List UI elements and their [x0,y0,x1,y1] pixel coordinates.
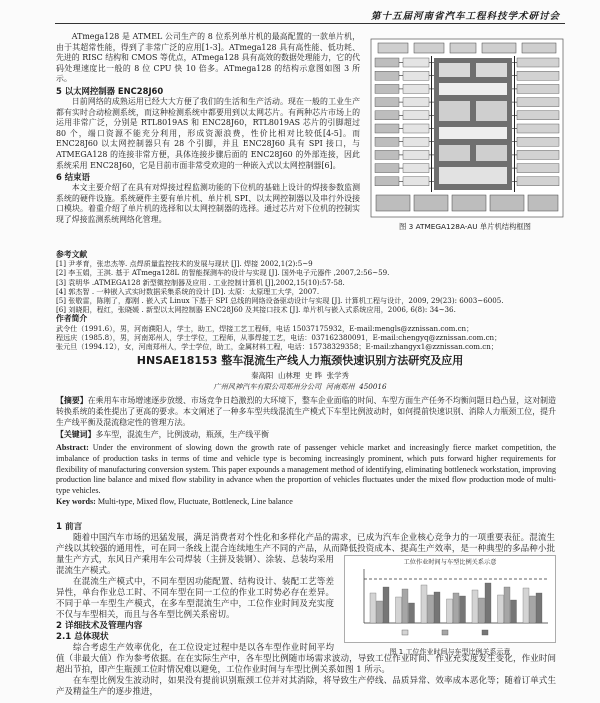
peripheral-block [517,177,559,186]
article-affiliation: 广州风神汽车有限公司郑州分公司 河南郑州 450016 [213,382,387,391]
header-rule [55,23,565,24]
chart-bar [530,596,536,623]
chart-bar [453,593,459,623]
chart-bar [434,592,440,623]
author-bio: 张元旦（1994.12），女，河南郑州人，学士学位，助工，金属材料工程，电话：15738329358；E-mail:zhangyx1@zznissan.com.cn； [56,342,498,352]
bottom-port-block [414,195,448,211]
chart-title: 工位作业时间与车型比例关系示意 [403,559,497,566]
chart-bar [396,597,402,623]
keywords-en-text: Multi-type, Mixed flow, Fluctuate, Bottleneck, Line balance [97,496,293,506]
workstation-time-chart [344,555,556,643]
port-driver-block [403,84,429,93]
chart-bar [377,601,383,623]
port-pin-block [375,84,399,93]
article-authors: 秦高阳 山林理 史 晔 张学秀 [251,371,349,380]
legend-swatch [402,630,408,635]
bottom-port-block [528,195,558,211]
reference-item: [5] 张敬雷，陈刚了，鄢刚 . 嵌入式 Linux 下基于 SPI 总线的网络设备驱动设计与实现 [J]. 计算机工程与设计，2009, 29(23): 6003~6005. [56,296,504,306]
eeprom-block [439,167,507,184]
chinese-abstract [56,395,556,442]
peripheral-block [517,150,559,159]
section1-heading: 1 前言 [56,522,83,532]
port-driver-block [403,177,429,186]
author-bio: 程远庆（1985.8），男，河南郑州人，学士学位，工程师，从事焊接工艺，电话：037162380091，E-mail:chengyq@zznissan.com.cn； [56,332,502,342]
abstract-en-paragraph [56,443,556,497]
port-pin-block [375,71,399,80]
reference-item: [4] 郭杰智 . 一种嵌入式实时数据采集系统的设计 [D]. 太原：太原理工大学，2007. [56,286,320,296]
peripheral-block [517,84,559,93]
peripheral-block [517,111,559,120]
peripheral-block [517,58,559,67]
figure1 [344,555,556,654]
chart-bar [409,603,415,623]
port-pin-block [375,98,399,107]
atmega-paragraph: ATmega128 是 ATMEL 公司生产的 8 位系列单片机的最高配置的一款单片机，由于其超常性能，得到了非常广泛的应用[1-3]。ATmega128 具有高性能、低功耗、先进的 RISC 结构和 CMOS 等优点，ATmega128 具有高效的数据处理能力，它的代码处理速度比一般的 8 位 CPU 快 10 倍多。ATmega128 的结构示意图如图 3 所示。 [56,32,360,84]
sram-block [476,101,507,121]
port-driver-block [403,137,429,146]
reference-item: [6] 刘晓阳，程红，张晓媛 . 新型以太网控制器 ENC28J60 及其接口技术 [J]. 单片机与嵌入式系统应用，2006, 6(8): 34~36. [56,305,456,315]
chart-bar [428,595,434,623]
section1-paragraph: 随着中国汽车市场的迅猛发展，满足消费者对个性化和多样化产品的需求，已成为汽车企业核心竞争力的一项重要表征。混流生产线以其较强的通用性，可在同一条线上混合连续地生产不同的产品，从而降低投资成本、提高生产效率，是一种典型的多品种小批量生产方式，东风日产乘用车公司焊装（主拼及装钢）、涂装、总装均采用混流生产模式。 [56,533,555,576]
mcu-block-diagram [370,38,564,218]
keywords-cn-paragraph [56,429,556,440]
figure1-caption: 图 1 工位作业时间与车型比例关系示意 [389,648,511,656]
peripheral-block [517,137,559,146]
float-spacer [555,522,556,555]
section6-heading: 6 结束语 [56,172,90,183]
keywords-en-paragraph [56,497,556,508]
bottom-port-block [376,195,410,211]
port-pin-block [375,150,399,159]
keywords-en-label: Key words: [56,496,96,506]
keywords-cn-text: 多车型，混流生产，比例波动，瓶颈，生产线平衡 [95,429,270,439]
chart-bar [383,587,389,623]
references-section [56,250,556,353]
register-file-block [439,127,507,139]
chart-bar [479,598,485,623]
section21-paragraph: 在车型比例发生波动时，如果没有提前识别瓶颈工位并对其消除，将导致生产停线、品质异常、效率成本恶化等；随着订单式生产及精益生产的逐步推进， [56,676,556,697]
port-pin-block [375,177,399,186]
chart-bar [485,583,491,623]
abstract-en-label: Abstract: [56,443,89,452]
chart-bar [504,587,510,623]
bottom-port-block [490,195,524,211]
port-pin-block [375,58,399,67]
top-block [482,43,516,53]
port-pin-block [375,137,399,146]
running-header: 第十五届河南省汽车工程科技学术研讨会 [370,11,560,22]
port-driver-block [403,150,429,159]
peripheral-block [517,98,559,107]
keywords-cn-label: 【关键词】 [56,429,96,439]
top-block [378,43,408,53]
port-pin-block [375,124,399,133]
section1-paragraph: 在混流生产模式中，不同车型因功能配置、结构设计、装配工艺等差异性，单台作业总工时、不同车型在同一工位的作业工时势必存在差异。不同于单一车型生产模式，在多车型混流生产中，工位作业时间及充实度不仅与车型相关，而且与各车型比例关系密切。 [56,577,334,620]
stack-pointer-block [476,63,507,77]
top-block [414,43,444,53]
status-register-block [476,145,507,161]
alu-block [439,145,470,161]
references-heading: 参考文献 [56,250,88,259]
port-pin-block [375,111,399,120]
port-driver-block [403,58,429,67]
program-counter-block [439,63,470,77]
section21-paragraph: 综合考虑生产效率优化，在工位设定过程中是以各车型作业时间平均值（非最大值）作为参考依据。在在实际生产中，各车型比例随市场需求波动，导致工位作业时间、作业充实度发生变化，作业时间超出节拍，即产生瓶颈工位时情况难以避免，工位作业时间与车型比例关系如图 1 所示。 [56,643,556,675]
reference-item: [1] 尹孝育，张忠杰等. 点焊质量监控技术的发展与现状 [J]. 焊接 2002,1(2):5~9 [56,259,313,269]
reference-item: [3] 袁明华 .ATMEGA128 新型微控制器及应用 . 工业控制计算机 [J],2002,15(10):57-58. [56,277,345,287]
section6-paragraph: 本文主要介绍了在具有对焊接过程监测功能的下位机的基础上设计的焊接参数监测系统的硬件设施。系统硬件主要有单片机、单片机 SPI、以太网控制器以及串行外设接口模块。着重介绍了单片机的选择和以太网控制器的选择。通过芯片对下位机的控制实现了焊接监测系统网络化管理。 [56,183,360,224]
port-pin-block [375,164,399,173]
legend-swatch [482,630,488,635]
top-block [450,43,476,53]
author-bio: 武令仕（1991.6），男，河南濮阳人，学士，助工，焊接工艺工程师，电话 15037175932，E-mail:mengls@zznissan.com.cn； [56,323,474,333]
article-title: HNSAE18153 整车混流生产线人力瓶颈快速识别方法研究及应用 [136,354,464,367]
english-abstract [56,443,556,521]
chart-bar [472,590,478,623]
section21-heading: 2.1 总体现状 [56,632,109,642]
chart-bar [536,593,542,623]
instruction-register-block [439,101,470,121]
chart-bar [460,596,466,623]
port-driver-block [403,98,429,107]
flash-memory-block [439,83,507,95]
port-driver-block [403,164,429,173]
abstract-cn-label: 【摘要】 [56,396,88,405]
figure3 [370,38,564,218]
port-driver-block [403,124,429,133]
section2-heading: 2 详细技术及管理内容 [56,621,143,631]
abstract-en-text: Under the environment of slowing down the growth rate of passenger vehicle market and increasingly fierce market competition, the imbalance of production tasks in terms of time and vehicle type is becoming increasingly prominent, which puts forward higher requirements for flexibility of manufacturing conversion system. This paper expounds a management method of identifying, eliminating bottleneck workstation, improving production line balance and mixed flow stability in advance when the proportion of vehicles fluctuates under the mixed flow production mode of multi-type vehicles. [56,443,556,496]
bottom-port-block [452,195,486,211]
port-driver-block [403,71,429,80]
chart-bar [523,588,529,623]
section5-heading: 5 以太网控制器 ENC28J60 [56,85,164,96]
chart-bar [370,593,376,623]
figure3-caption: 图 3 ATMEGA128A-AU 单片机结构框图 [399,222,531,231]
author-bio-heading: 作者简介 [56,314,88,324]
chart-bar [511,600,517,623]
legend-swatch [442,630,448,635]
section5-paragraph: 日前网络的成熟运用已经大大方便了我们的生活和生产活动。现在一般的工业生产都有实时合动检测系统，而这种检测系统中都要用到以太网芯片。有两种芯片市场上的运用非常广泛，分别是 RTL8019AS 和 ENC28J60，RTL8019AS 芯片的引脚超过 80 个，端口资源不能充分利用，形成资源浪费，性价比相对比较低[4-5]。而 ENC28J60 以太网控制器只有 28 个引脚，并且 ENC28J60 具有 SPI 接口，与 ATMEGA128 的连接非常方便，具体连接步骤后面的 ENC28J60 的外部连接，因此系统采用 ENC28J60，它是目前市面非常受欢迎的一种嵌入式以太网控制器[6]。 [56,96,360,170]
reference-item: [2] 李玉娟，王淇. 基于 ATmega128L 的智能探测车的设计与实现 [J]. 国外电子元器件 ,2007,2:56~59. [56,268,390,278]
chart-bar [447,599,453,623]
port-driver-block [403,111,429,120]
chart-bar [402,589,408,623]
peripheral-block [517,124,559,133]
abstract-cn-paragraph [56,395,556,429]
chart-bar [498,595,504,623]
top-block [522,43,556,53]
article-body [56,522,556,703]
peripheral-block [517,71,559,80]
previous-article-column [56,32,360,248]
chart-bar [421,585,427,623]
abstract-cn-text: 在乘用车市场增速逐步放缓、市场竞争日趋激烈的大环境下，整车企业面临的时间、车型方面生产任务不均衡问题日趋凸显，这对制造转换系统的柔性提出了更高的要求。本文阐述了一种多车型共线混流生产模式下车型比例波动时，如何提前快速识别、消除人力瓶颈工位，提升生产线平衡及混流稳定性的管理方法。 [56,396,556,428]
peripheral-block [517,164,559,173]
